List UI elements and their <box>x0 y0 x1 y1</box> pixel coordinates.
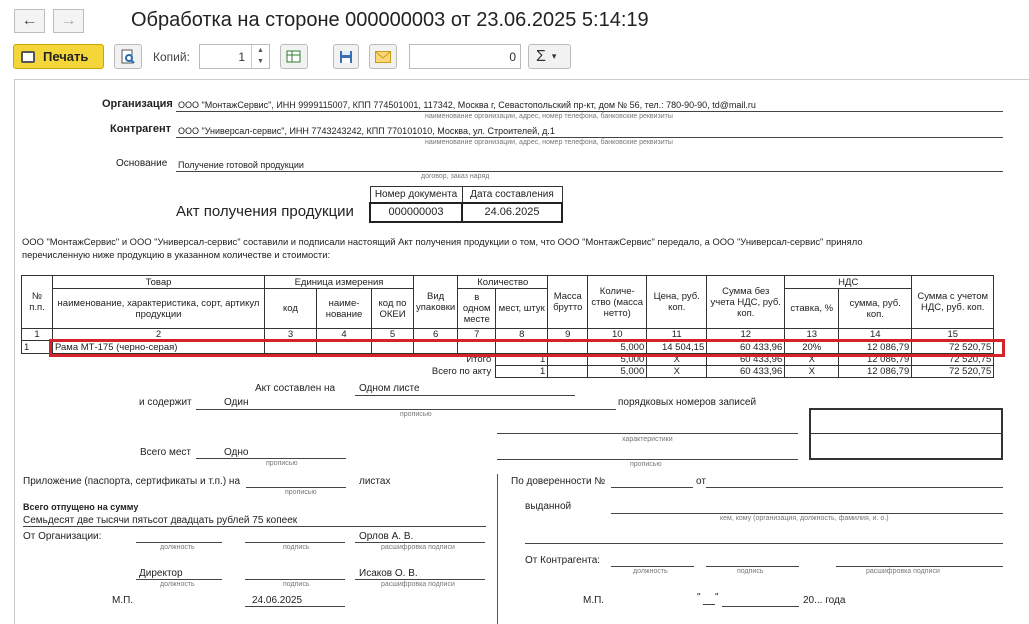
table-cell: 1 <box>22 341 53 354</box>
basis-hint: договор, заказ наряд <box>421 173 490 180</box>
copies-stepper[interactable] <box>199 44 270 69</box>
table-cell: 5,000 <box>588 341 647 354</box>
contractor-label: Контрагент <box>110 123 172 135</box>
table-cell: Количе- ство (масса нетто) <box>588 276 647 329</box>
from-org-label: От Организации: <box>23 531 102 542</box>
table-cell: 4 <box>317 329 372 341</box>
grand-total-row <box>22 366 994 378</box>
save-button[interactable] <box>333 44 359 69</box>
table-cell: 1 <box>22 329 53 341</box>
stamp-place-left: М.П. <box>112 595 134 606</box>
org-hint: наименование организации, адрес, номер телефона, банковские реквизиты <box>425 113 673 120</box>
table-cell: в одном месте <box>458 289 496 329</box>
table-cell: Масса брутто <box>548 276 588 329</box>
table-cell: 7 <box>458 329 496 341</box>
table-cell <box>265 366 317 378</box>
table-cell: Товар <box>53 276 265 289</box>
table-cell: 60 433,96 <box>707 354 785 366</box>
places-label: Всего мест <box>140 447 192 458</box>
printer-icon <box>21 51 35 63</box>
arrow-right-icon: → <box>60 12 77 29</box>
contains-label: и содержит <box>139 397 192 408</box>
org-label: Организация <box>102 98 173 110</box>
table-cell: 11 <box>647 329 707 341</box>
sigma-icon: Σ <box>536 47 546 65</box>
director-label: Директор <box>139 568 183 579</box>
table-cell: Единица измерения <box>265 276 414 289</box>
copies-value: 1 <box>238 50 245 64</box>
row-highlight-frame <box>49 339 1005 357</box>
table-cell: 12 <box>707 329 785 341</box>
table-cell: 60 433,96 <box>707 341 785 354</box>
table-cell: ставка, % <box>785 289 839 329</box>
table-cell: 6 <box>414 329 458 341</box>
table-edit-icon <box>286 49 302 65</box>
table-cell: 1 <box>496 354 548 366</box>
power-of-attorney-label: По доверенности № <box>511 476 606 487</box>
table-cell: 15 <box>912 329 994 341</box>
copies-label: Копий: <box>153 50 190 64</box>
from-label: от <box>696 476 706 487</box>
table-cell: 5,000 <box>588 366 647 378</box>
table-cell: 60 433,96 <box>707 366 785 378</box>
products-table <box>21 275 994 378</box>
sum-words: Семьдесят две тысячи пятьсот двадцать рублей 75 копеек <box>23 515 298 526</box>
forward-button[interactable] <box>53 9 84 33</box>
table-cell: наименование, характеристика, сорт, артикул продукции <box>53 289 265 329</box>
table-cell: мест, штук <box>496 289 548 329</box>
stepper-arrows-icon[interactable]: ▲ ▼ <box>251 45 269 68</box>
signer2-name: Исаков О. В. <box>359 568 418 579</box>
table-cell: 72 520,75 <box>912 354 994 366</box>
table-cell: код по ОКЕИ <box>372 289 414 329</box>
contractor-value: ООО "Универсал-сервис", ИНН 7743243242, КПП 770101010, Москва, ул. Строителей, д.1 <box>178 126 555 136</box>
table-cell: X <box>647 354 707 366</box>
org-value: ООО "МонтажСервис", ИНН 9999115007, КПП 774501001, 117342, Москва г, Севастопольский пр-кт, дом № 56, тел.: 780-90-90, td@mail.ru <box>178 100 756 110</box>
from-contractor-label: От Контрагента: <box>525 555 601 566</box>
table-cell: Количество <box>458 276 548 289</box>
table-cell: 72 520,75 <box>912 366 994 378</box>
envelope-icon <box>375 51 391 63</box>
sign-date: 24.06.2025 <box>252 595 303 606</box>
basis-label: Основание <box>116 158 168 169</box>
records-label: порядковых номеров записей <box>618 397 757 408</box>
table-cell: сумма, руб. коп. <box>839 289 912 329</box>
table-cell: 12 086,79 <box>839 366 912 378</box>
table-cell: 9 <box>548 329 588 341</box>
floppy-disk-icon <box>339 50 353 64</box>
table-cell <box>22 354 53 366</box>
table-cell: 8 <box>496 329 548 341</box>
doc-number: 000000003 <box>370 203 462 222</box>
intro-line2: перечисленную ниже продукцию в указанном количестве и стоимости: <box>22 249 331 260</box>
table-cell: 14 <box>839 329 912 341</box>
back-button[interactable] <box>14 9 45 33</box>
table-cell: X <box>647 366 707 378</box>
table-cell: 14 504,15 <box>647 341 707 354</box>
table-cell: Сумма с учетом НДС, руб. коп. <box>912 276 994 329</box>
table-cell: 2 <box>53 329 265 341</box>
year-field: 20... года <box>803 595 846 606</box>
preview-icon <box>120 49 136 65</box>
table-cell <box>53 366 265 378</box>
contains-value: Один <box>224 397 249 408</box>
table-cell: Вид упаковки <box>414 276 458 329</box>
issued-label: выданной <box>525 501 572 512</box>
doc-date: 24.06.2025 <box>462 203 562 222</box>
table-settings-button[interactable] <box>280 44 308 69</box>
product-name: Рама МТ-175 (черно-серая) <box>53 341 265 354</box>
table-cell: X <box>785 354 839 366</box>
table-cell <box>548 366 588 378</box>
signer1-name: Орлов А. В. <box>359 531 414 542</box>
places-value: Одно <box>224 447 249 458</box>
basis-value: Получение готовой продукции <box>178 160 304 170</box>
chevron-down-icon: ▾ <box>551 51 557 61</box>
preview-button[interactable] <box>114 44 142 69</box>
table-cell: код <box>265 289 317 329</box>
contractor-hint: наименование организации, адрес, номер телефона, банковские реквизиты <box>425 139 673 146</box>
arrow-left-icon: ← <box>21 12 38 29</box>
table-cell <box>22 366 53 378</box>
table-cell: 10 <box>588 329 647 341</box>
table-cell: 13 <box>785 329 839 341</box>
table-cell: 12 086,79 <box>839 354 912 366</box>
act-on-label: Акт составлен на <box>255 383 336 394</box>
table-cell: № п.п. <box>22 276 53 329</box>
intro-line1: ООО "МонтажСервис" и ООО "Универсал-сервис" составили и подписали настоящий Акт получения продукции о том, что ООО "МонтажСервис" передало, а ООО "Универсал-сервис" приняло <box>22 236 863 247</box>
window-title: Обработка на стороне 000000003 от 23.06.2025 5:14:19 <box>131 9 649 31</box>
act-on-value: Одном листе <box>359 383 420 394</box>
table-cell: Цена, руб. коп. <box>647 276 707 329</box>
send-email-button[interactable] <box>369 44 397 69</box>
table-cell: 1 <box>496 366 548 378</box>
print-button[interactable]: Печать <box>13 44 104 69</box>
sum-field[interactable] <box>409 44 521 69</box>
sum-label: Всего отпущено на сумму <box>23 502 139 512</box>
appendix-label: Приложение (паспорта, сертификаты и т.п.) на <box>23 476 241 487</box>
stamp-place-right: М.П. <box>583 595 605 606</box>
sum-mode-button[interactable] <box>528 44 571 69</box>
doc-number-table: Номер документа Дата составления 000000003 24.06.2025 <box>369 186 563 223</box>
table-cell: Сумма без учета НДС, руб. коп. <box>707 276 785 329</box>
table-cell: 72 520,75 <box>912 341 994 354</box>
table-cell: наиме- нование <box>317 289 372 329</box>
sum-value: 0 <box>509 50 516 64</box>
table-cell: 3 <box>265 329 317 341</box>
table-cell: 20% <box>785 341 839 354</box>
table-cell: Всего по акту <box>431 366 492 377</box>
table-cell: Итого <box>466 354 492 366</box>
table-cell: 5,000 <box>588 354 647 366</box>
act-title: Акт получения продукции <box>176 203 354 220</box>
table-cell: X <box>785 366 839 378</box>
table-cell: 5 <box>372 329 414 341</box>
sheets-label: листах <box>359 476 391 487</box>
table-cell: 12 086,79 <box>839 341 912 354</box>
registration-box <box>809 408 1003 460</box>
table-cell: НДС <box>785 276 912 289</box>
